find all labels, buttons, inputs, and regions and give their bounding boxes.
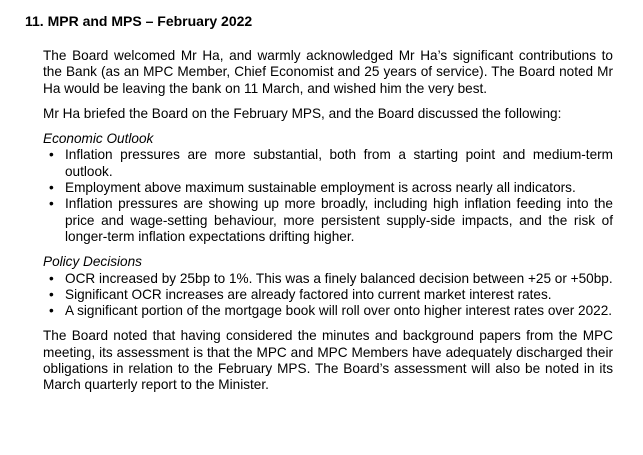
list-item [43, 147, 613, 180]
list-item [43, 303, 613, 319]
list-item-text: Employment above maximum sustainable employment is across nearly all indicators. [65, 180, 576, 196]
section-heading: 11. MPR and MPS – February 2022 [25, 13, 253, 29]
list-item-text: OCR increased by 25bp to 1%. This was a finely balanced decision between +25 or +50bp. [65, 270, 613, 286]
list-item [43, 180, 613, 196]
policy-decisions-list [43, 271, 613, 320]
list-item [43, 196, 613, 245]
list-item-text: A significant portion of the mortgage book will roll over onto higher interest rates over 2022. [65, 303, 613, 319]
list-item-text: Significant OCR increases are already factored into current market interest rates. [65, 286, 552, 302]
intro-paragraph: The Board welcomed Mr Ha, and warmly acknowledged Mr Ha’s significant contributions to the Bank (as an MPC Member, Chief Economist and 25 years of service). The Board noted Mr Ha would be leaving the bank on 11 March, and wished him the very best. [43, 48, 613, 96]
list-item-text: Inflation pressures are showing up more broadly, including high inflation feeding into the price and wage-setting behaviour, more persistent supply-side impacts, and the risk of longer-term inflation expectations drifting higher. [65, 196, 613, 244]
section-body [43, 48, 613, 403]
closing-paragraph: The Board noted that having considered the minutes and background papers from the MPC meeting, its assessment is that the MPC and MPC Members have adequately discharged their obligations in relation to the February MPS. The Board’s assessment will also be noted in its March quarterly report to the Minister. [43, 328, 613, 393]
economic-outlook-list [43, 147, 613, 245]
bullet-icon: • [49, 286, 54, 302]
policy-decisions-heading: Policy Decisions [43, 254, 142, 270]
list-item [43, 271, 613, 287]
list-item-text: Inflation pressures are more substantial, both from a starting point and medium-term outlook. [65, 147, 613, 179]
bullet-icon: • [49, 270, 54, 286]
bullet-icon: • [49, 147, 54, 163]
list-item [43, 287, 613, 303]
bullet-icon: • [49, 196, 54, 212]
bullet-icon: • [49, 180, 54, 196]
bullet-icon: • [49, 303, 54, 319]
economic-outlook-heading: Economic Outlook [43, 131, 154, 147]
briefing-paragraph: Mr Ha briefed the Board on the February MPS, and the Board discussed the following: [43, 105, 562, 121]
